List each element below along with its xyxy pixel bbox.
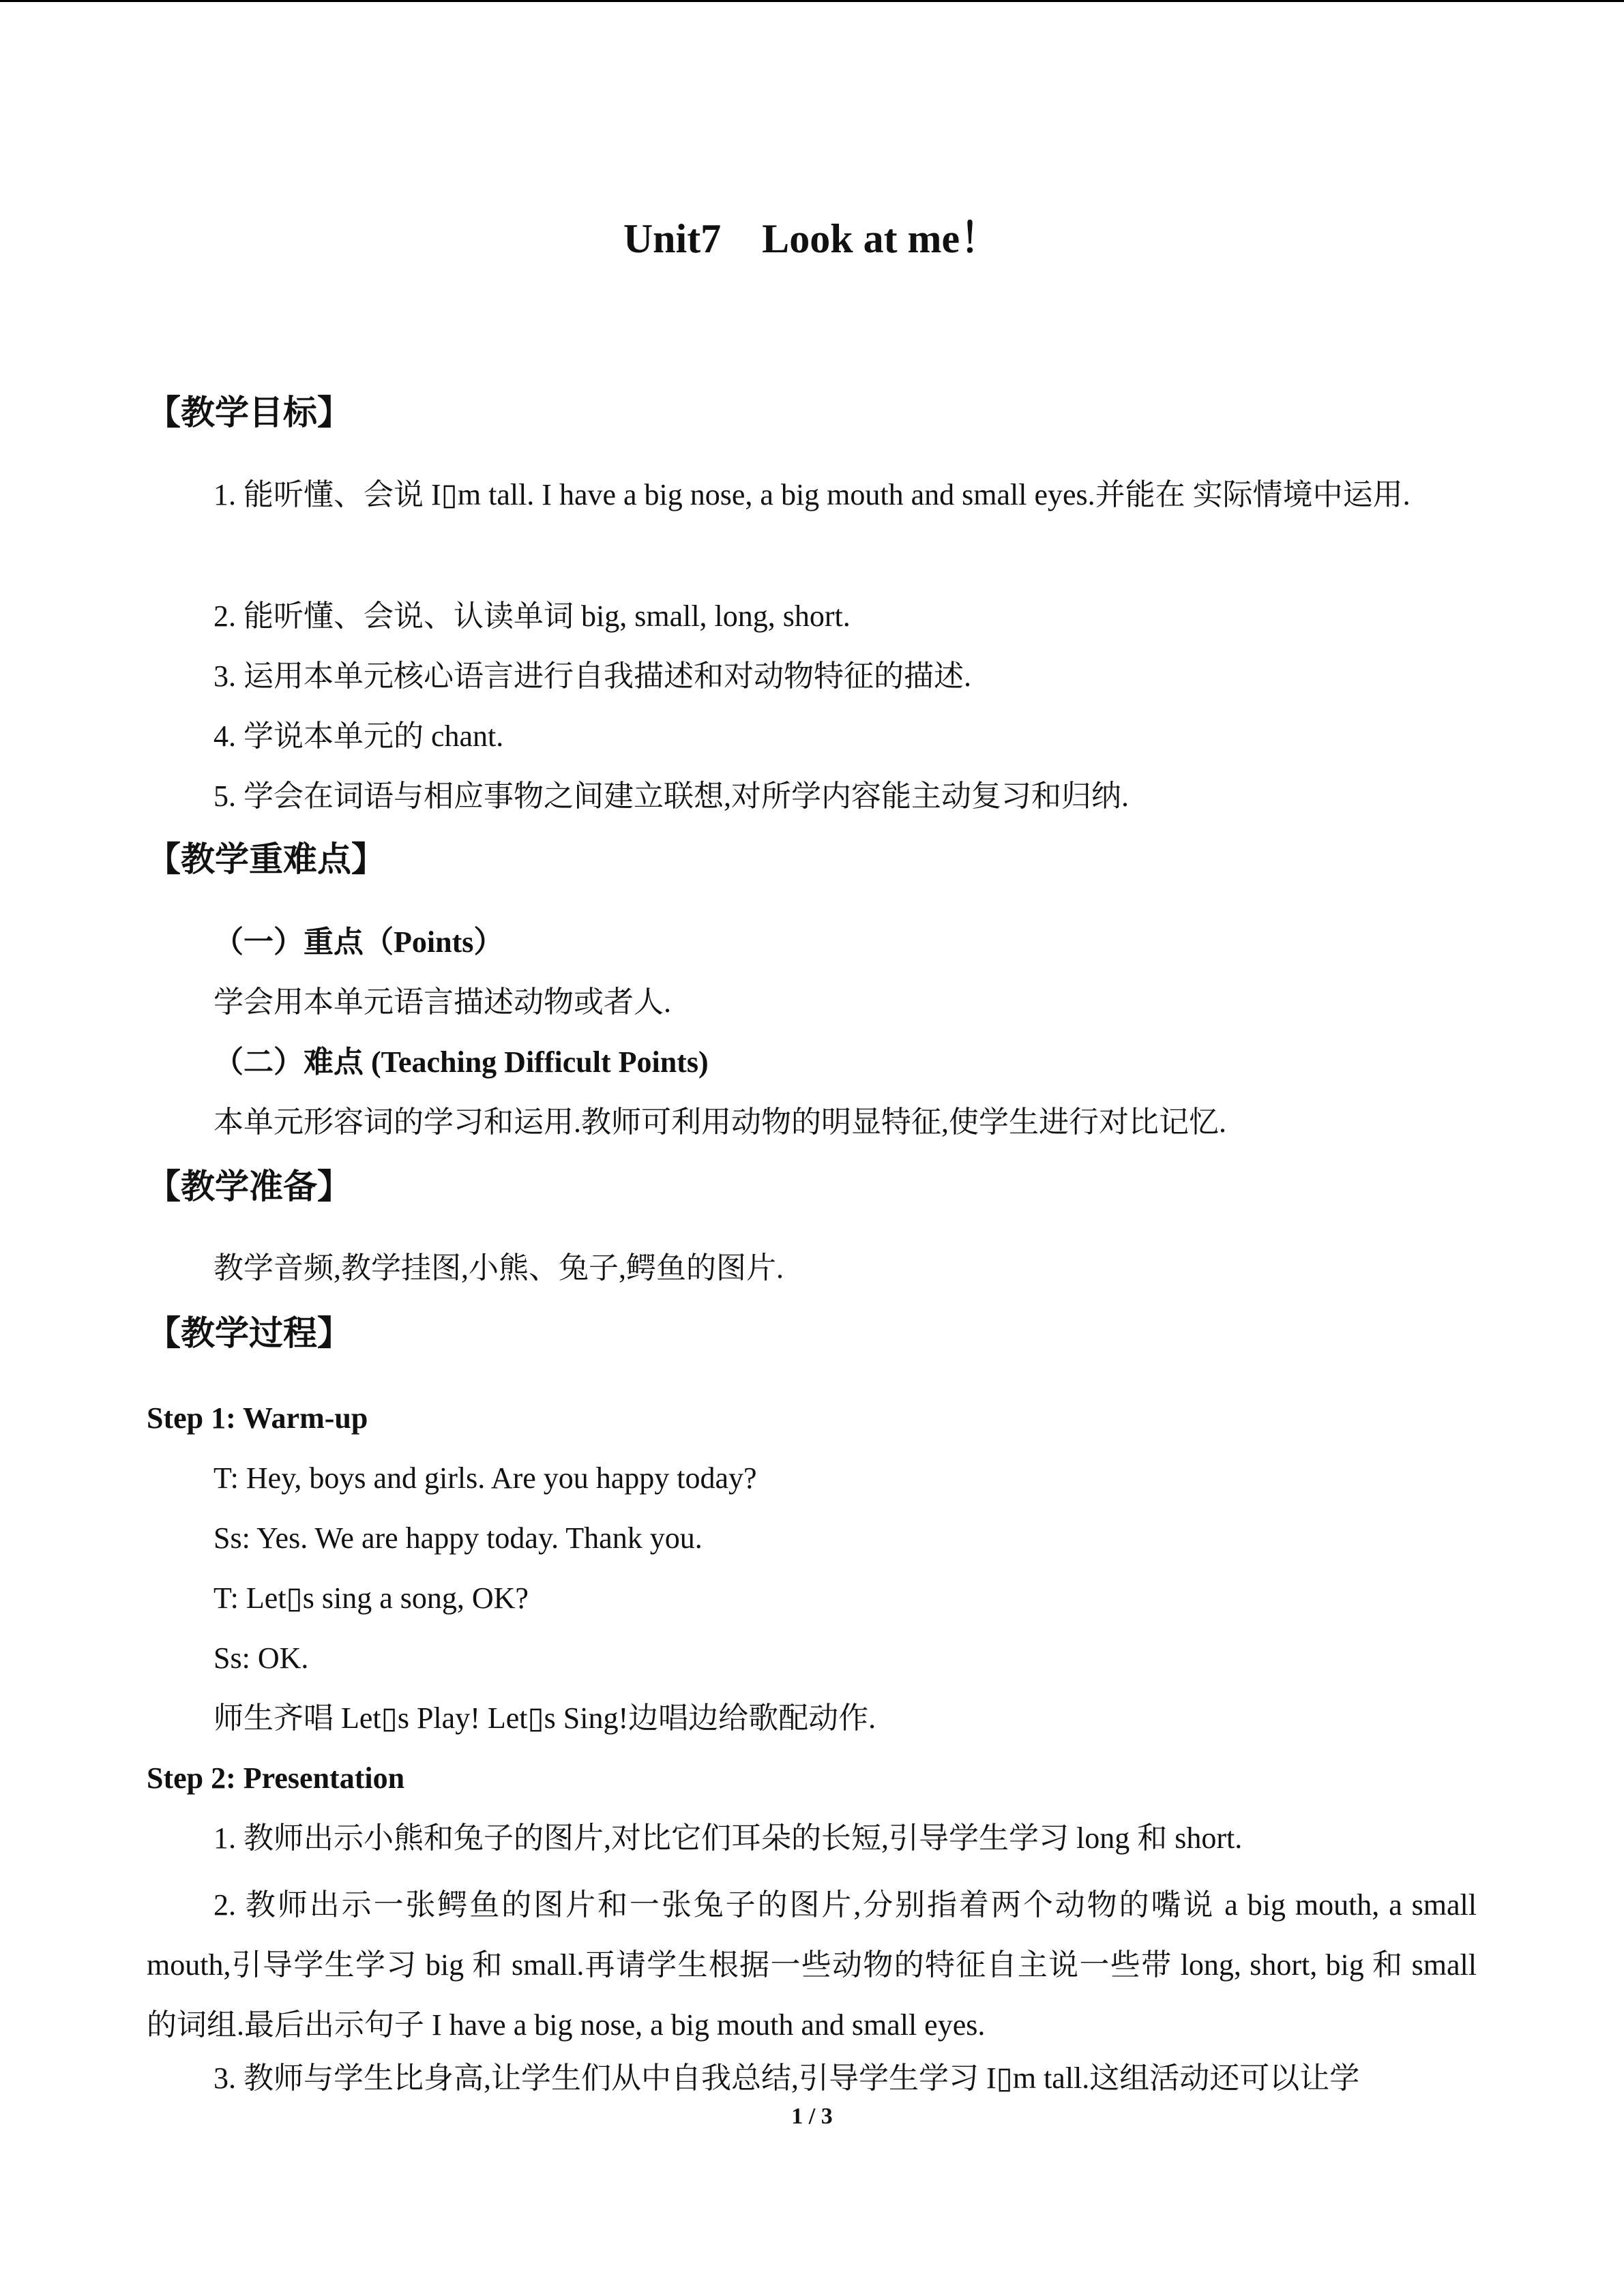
goal-item-1: 1. 能听懂、会说 I▯m tall. I have a big nose, a big mouth and small eyes.并能在 实际情境中运用. — [213, 478, 1411, 511]
prep-text: 教学音频,教学挂图,小熊、兔子,鳄鱼的图片. — [213, 1251, 784, 1285]
goal-item-3: 3. 运用本单元核心语言进行自我描述和对动物特征的描述. — [213, 659, 971, 693]
difficult-points-label: （二）难点 (Teaching Difficult Points) — [213, 1045, 709, 1079]
step1-title: Step 1: Warm-up — [147, 1401, 368, 1435]
goal-item-2: 2. 能听懂、会说、认读单词 big, small, long, short. — [213, 599, 851, 633]
step2-title: Step 2: Presentation — [147, 1761, 405, 1795]
difficult-points-text: 本单元形容词的学习和运用.教师可利用动物的明显特征,使学生进行对比记忆. — [213, 1105, 1226, 1139]
page-title: Unit7 Look at me！ — [623, 216, 1001, 261]
step1-line-5: 师生齐唱 Let▯s Play! Let▯s Sing!边唱边给歌配动作. — [213, 1701, 876, 1735]
prep-heading: 【教学准备】 — [147, 1167, 351, 1206]
step1-line-3: T: Let▯s sing a song, OK? — [213, 1581, 529, 1615]
step1-line-2: Ss: Yes. We are happy today. Thank you. — [213, 1521, 703, 1555]
key-points-heading: 【教学重难点】 — [147, 839, 385, 879]
step1-line-1: T: Hey, boys and girls. Are you happy today? — [213, 1461, 757, 1495]
step2-item-2: 2. 教师出示一张鳄鱼的图片和一张兔子的图片,分别指着两个动物的嘴说 a big mouth, a small mouth,引导学生学习 big 和 small.再请学生根据一些动物的特征自主说一些带 long, short, big 和 small 的词组.最后出示句子 I have a big nose, a big mouth and small eyes. — [147, 1888, 1477, 2042]
process-heading: 【教学过程】 — [147, 1313, 351, 1353]
step2-item-3: 3. 教师与学生比身高,让学生们从中自我总结,引导学生学习 I▯m tall.这组活动还可以让学 — [213, 2061, 1360, 2095]
page-number: 1 / 3 — [791, 2104, 833, 2129]
step2-item-1: 1. 教师出示小熊和兔子的图片,对比它们耳朵的长短,引导学生学习 long 和 short. — [213, 1821, 1243, 1855]
points-label: （一）重点（Points） — [213, 925, 504, 959]
goal-item-4: 4. 学说本单元的 chant. — [213, 719, 504, 753]
goal-item-5: 5. 学会在词语与相应事物之间建立联想,对所学内容能主动复习和归纳. — [213, 779, 1129, 813]
step1-line-4: Ss: OK. — [213, 1641, 309, 1675]
goals-heading: 【教学目标】 — [147, 393, 351, 432]
points-text: 学会用本单元语言描述动物或者人. — [213, 985, 671, 1019]
